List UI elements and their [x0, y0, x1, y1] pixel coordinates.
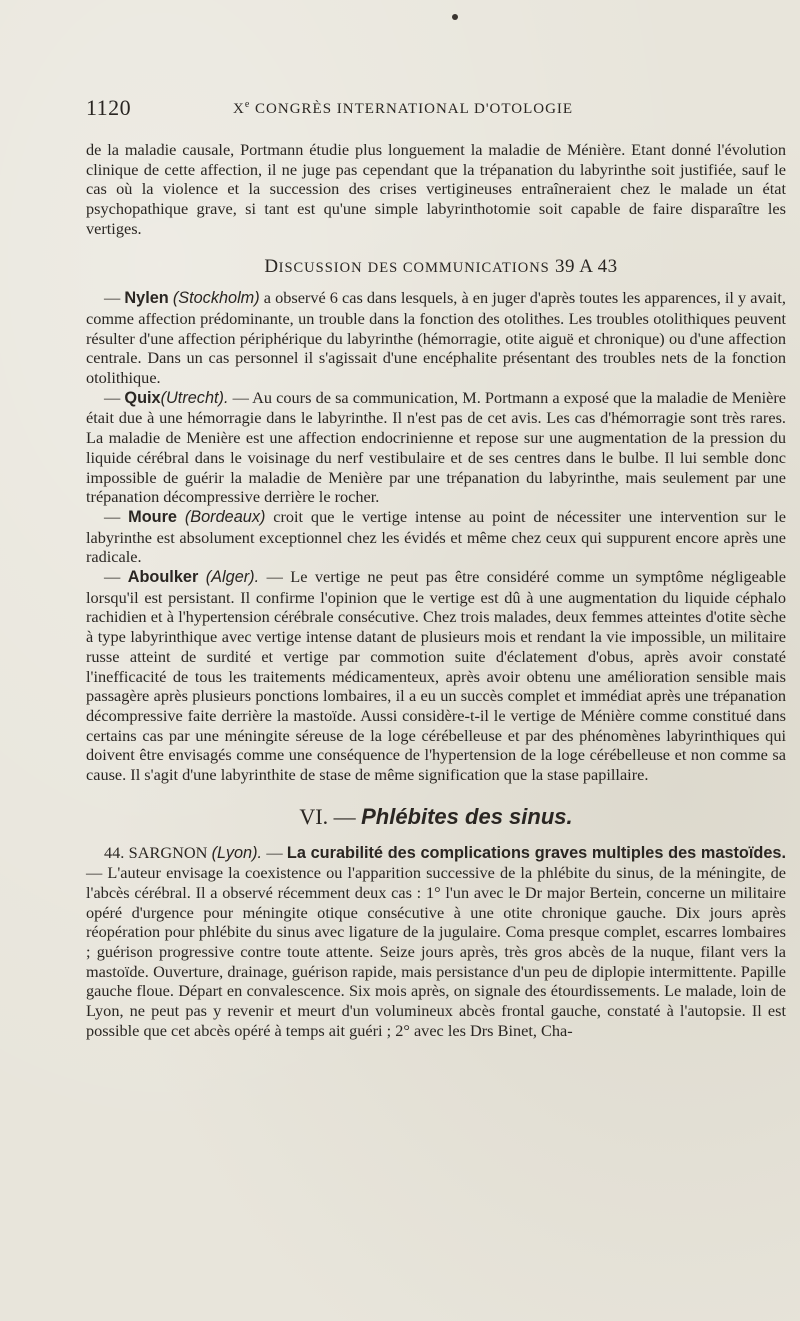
entry-city: (Bordeaux): [184, 507, 266, 526]
discussion-heading: [86, 257, 786, 279]
section-heading: [86, 803, 786, 829]
entry-dash: —: [104, 506, 121, 526]
ink-speck: [452, 14, 458, 20]
running-title: [233, 99, 573, 118]
section-number: VI.: [299, 803, 329, 829]
entry-text: — Au cours de sa communication, M. Portmann a exposé que la maladie de Menière était due à une hémorragie dans le labyrinthe. Il n'est pas de cet avis. Les cas d'hémorragie sont très rares. La maladie de Menière est une affection endocrinienne et repose sur une augmentation de la pression du liquide cérébral dans le voisinage du nerf vestibulaire et de ses centres dans le bulbe. Il lui semble donc impossible de guérir la maladie de Menière par une trépanation du labyrinthe, mais seulement par une trépanation décompressive derrière le rocher.: [86, 387, 786, 507]
entry-name: Quix: [124, 388, 161, 407]
discussion-heading-rest: DES COMMUNICATIONS: [367, 259, 550, 276]
discussion-entry-quix: [86, 388, 786, 507]
discussion-entry-nylen: [86, 288, 786, 388]
page-header: [86, 95, 786, 121]
article-title: La curabilité des complications graves multiples des mastoïdes.: [286, 843, 786, 862]
entry-text: a observé 6 cas dans lesquels, à en juger d'après toutes les apparences, il y avait, comme affection prédominante, un trouble dans la fonction des otolithes. Les troubles otolithiques peuvent résulter d'une affection périphérique du labyrinthe (hémorragie, otite aiguë et chronique) ou d'une affection centrale. Dans un cas personnel il s'agissait d'une encéphalite présentant des troubles nets de la fonction otolithique.: [86, 288, 786, 388]
entry-name: Aboulker: [127, 568, 199, 587]
entry-city: (Alger).: [205, 568, 260, 587]
entry-dash: —: [104, 567, 121, 587]
entry-dash: —: [104, 387, 121, 407]
body-text: [86, 140, 786, 1041]
article-city: (Lyon).: [211, 843, 263, 862]
discussion-entry-aboulker: [86, 567, 786, 785]
running-title-ordinal: X: [233, 101, 245, 117]
article-author: SARGNON: [128, 842, 208, 862]
discussion-entry-moure: [86, 507, 786, 567]
running-title-ordinal-sup: e: [244, 99, 251, 110]
article-number: 44.: [104, 842, 125, 862]
page-number: 1120: [86, 95, 132, 120]
entry-name: Moure: [128, 507, 177, 526]
entry-city: (Utrecht).: [160, 388, 229, 407]
discussion-heading-range: 39 A 43: [555, 255, 618, 277]
section-title: Phlébites des sinus.: [361, 803, 573, 829]
discussion-heading-initial: D: [264, 255, 279, 277]
entry-text: — Le vertige ne peut pas être considéré comme un symptôme négligeable lorsqu'il est persistant. Il confirme l'opinion que le vertige est dû à une augmentation du liquide céphalo rachidien et à l'hypertension cérébrale consécutive. Chez trois malades, deux femmes atteintes d'otite sèche à type labyrinthique avec vertige intense datant de plusieurs mois et rendant la vie impossible, un militaire russe atteint de surdité et vertige par commotion suite d'éclatement d'obus, après avoir constaté l'inefficacité de tous les traitements médicamenteux, après avoir obtenu une amélioration sensible mais passagère après plusieurs ponctions lombaires, il a eu un succès complet et immédiat après une trépanation décompressive faite derrière la mastoïde. Aussi considère-t-il le vertige de Ménière comme constitué dans certains cas par une méningite séreuse de la loge cérébelleuse et par des phénomènes labyrinthiques qui doivent être envisagés comme une conséquence de l'hypertension de la loge cérébelleuse et non comme sa cause. Il s'agit d'une labyrinthite de stase de même signification que la stase papillaire.: [86, 567, 786, 785]
entry-name: Nylen: [124, 289, 169, 308]
entry-dash: —: [104, 288, 121, 308]
running-title-text: CONGRÈS INTERNATIONAL D'OTOLOGIE: [255, 101, 574, 117]
intro-paragraph: de la maladie causale, Portmann étudie plus longuement la maladie de Ménière. Etant donné l'évolution clinique de cette affection, il ne juge pas cependant que la trépanation du labyrinthe soit justifiée, sauf le cas où la violence et la succession des crises vertigineuses entraîneraient chez le malade un état psychopathique grave, si tant est qu'une simple labyrinthotomie soit capable de faire disparaître les vertiges.: [86, 140, 786, 238]
entry-city: (Stockholm): [172, 289, 260, 308]
section-dash: —: [333, 803, 356, 829]
article-44: [86, 843, 786, 1041]
entry-text: croit que le vertige intense au point de nécessiter une intervention sur le labyrinthe est absolument exceptionnel chez les évidés et même chez ceux qui suppurent encore après une radicale.: [86, 506, 787, 567]
article-text: — L'auteur envisage la coexistence ou l'apparition successive de la phlébite du sinus, de la méningite, de l'abcès cérébral. Il a observé récemment deux cas : 1° l'un avec le Dr major Bertein, concerne un militaire opéré d'urgence pour méningite otique consécutive à une otite chronique gauche. Dix jours après réopération pour phlébite du sinus avec ligature de la jugulaire. Coma presque complet, escarres lombaires ; guérison progressive contre toute attente. Seize jours après, très gros abcès de la nuque, filant vers la mastoïde. Ouverture, drainage, guérison rapide, mais persistance d'un peu de diplopie intermittente. Papille gauche floue. Départ en convalescence. Six mois après, on signale des étourdissements. Le malade, loin de Lyon, ne peut pas y revenir et meurt d'un volumineux abcès frontal gauche, constaté à l'autopsie. Il est possible que cet abcès opéré à temps ait guéri ; 2° avec les Drs Binet, Cha-: [86, 863, 786, 1040]
article-dash: —: [266, 842, 283, 862]
discussion-heading-word: ISCUSSION: [278, 259, 363, 276]
